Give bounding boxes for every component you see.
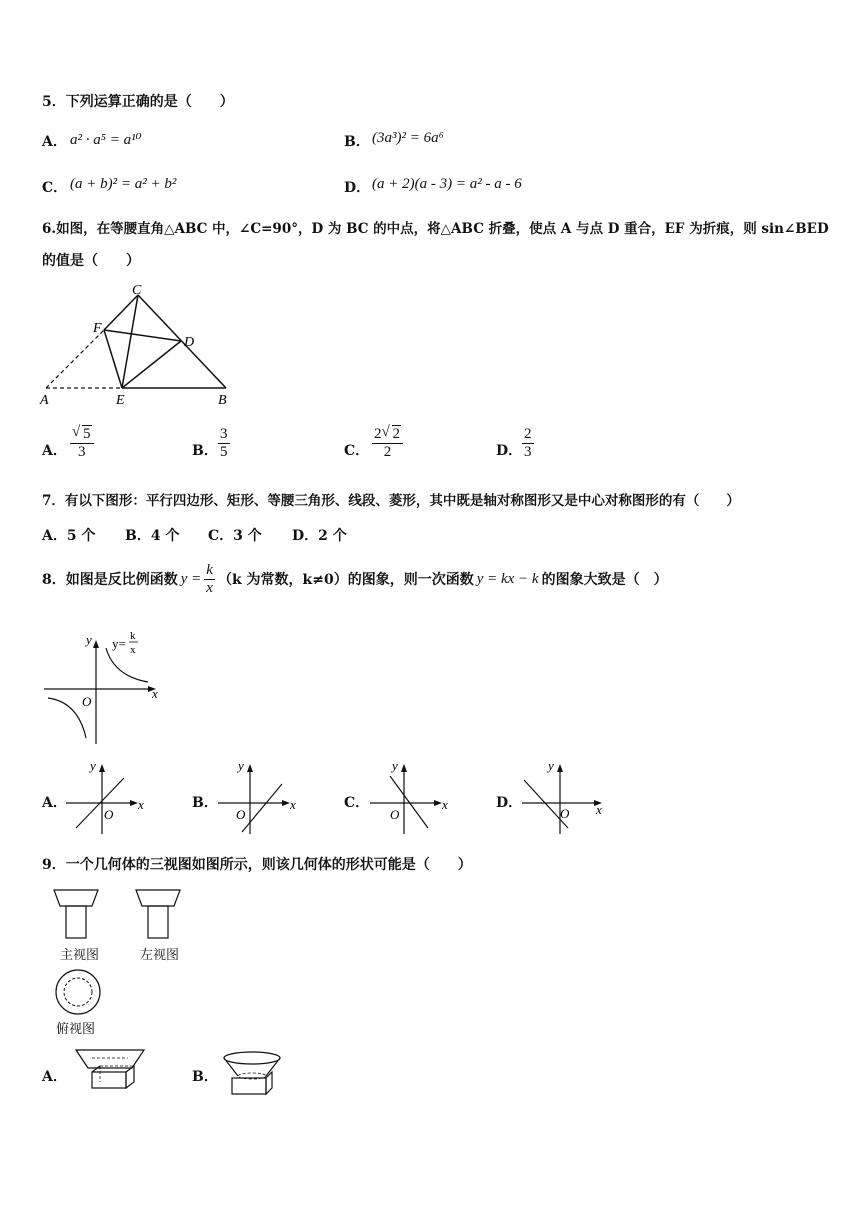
q5-option-c-expr: (a + b)² = a² + b² [70,176,177,192]
svg-text:O: O [236,807,246,822]
svg-text:y: y [392,758,398,773]
q6-option-d-label: D． [496,443,523,459]
svg-text:O: O [390,807,400,822]
q8-option-b-graph [214,756,304,838]
q8-func-x-label: x [130,644,136,656]
q5-stem: 5．下列运算正确的是（ ） [42,94,234,110]
q7-option-c: C．3 个 [208,528,262,544]
q7-option-b: B．4 个 [125,528,180,544]
q8-axis-y-label: y [86,632,92,647]
q5-option-d-expr: (a + 2)(a - 3) = a² - a - 6 [372,176,522,192]
q6-option-d-value: $\frac{2}{3}$ [524,426,532,460]
q8-option-a-label: A． [42,795,67,811]
q8-func-y-label: y= [112,636,126,651]
q9-front-view-figure [52,888,104,940]
svg-text:x: x [596,802,602,817]
q8-option-b-label: B． [192,795,218,811]
q9-option-a-figure [72,1046,150,1096]
q9-stem: 9．一个几何体的三视图如图所示，则该几何体的形状可能是（ ） [42,857,472,873]
q6-point-d: D [184,335,195,350]
svg-text:y: y [238,758,244,773]
q5-option-b-expr: (3a³)² = 6a⁶ [372,130,444,146]
q6-option-b-label: B． [192,443,218,459]
q8-func-k-label: k [130,630,136,642]
q9-option-b-figure [220,1050,286,1098]
q8-option-c-graph [366,756,456,838]
svg-text:x: x [138,797,144,812]
q8-option-a-graph [62,756,152,838]
q8-option-c-label: C． [344,795,370,811]
q5-option-a-label: A． [42,134,67,150]
q9-top-view-label: 俯视图 [56,1022,96,1037]
q9-top-view-figure [54,968,104,1018]
q9-side-view-figure [134,888,186,940]
q7-option-a: A．5 个 [42,528,96,544]
q6-option-a-value: √ $\frac{5}{3}$ [70,426,94,460]
svg-text:y: y [548,758,554,773]
q8-stem: 8．如图是反比例函数 y = $\frac{k}{x}$ （k 为常数，k≠0）的图象，则一次函数 y = kx − k 的图象大致是（ ） [42,562,668,596]
svg-text:x: x [442,797,448,812]
svg-text:x: x [290,797,296,812]
q6-option-a-label: A． [42,443,67,459]
q6-point-a: A [40,393,49,408]
q9-option-a-label: A． [42,1069,67,1085]
q5-option-d-label: D． [344,180,371,196]
svg-text:O: O [104,807,114,822]
q6-stem-line2: 的值是（ ） [42,253,140,269]
q8-reciprocal-graph [40,630,170,748]
q6-triangle-figure [38,280,238,410]
q6-point-f: F [93,321,102,336]
q6-option-b-value: $\frac{3}{5}$ [220,426,228,460]
q6-option-c-value: $\frac{2√ 2}{2}$ [372,426,403,460]
q6-stem-line1: 6.如图，在等腰直角△ABC 中，∠C=90°，D 为 BC 的中点，将△ABC 折叠，使点 A 与点 D 重合，EF 为折痕，则 sin∠BED [42,221,829,237]
q7-option-d: D．2 个 [292,528,347,544]
q8-option-d-graph [518,756,608,838]
q7-stem: 7．有以下图形：平行四边形、矩形、等腰三角形、线段、菱形，其中既是轴对称图形又是中心对称图形的有（ ） [42,493,740,509]
q5-option-a-expr: a² · a⁵ = a¹⁰ [70,132,142,148]
svg-text:y: y [90,758,96,773]
q6-point-b: B [218,393,227,408]
q6-point-c: C [132,283,142,298]
svg-text:O: O [560,806,570,821]
q9-side-view-label: 左视图 [140,948,180,963]
q6-point-e: E [116,393,125,408]
q8-axis-x-label: x [152,686,158,701]
q9-option-b-label: B． [192,1069,218,1085]
q5-option-c-label: C． [42,180,68,196]
q6-option-c-label: C． [344,443,370,459]
q8-option-d-label: D． [496,795,523,811]
q5-option-b-label: B． [344,134,370,150]
q8-origin-label: O [82,694,92,709]
q9-front-view-label: 主视图 [60,948,100,963]
